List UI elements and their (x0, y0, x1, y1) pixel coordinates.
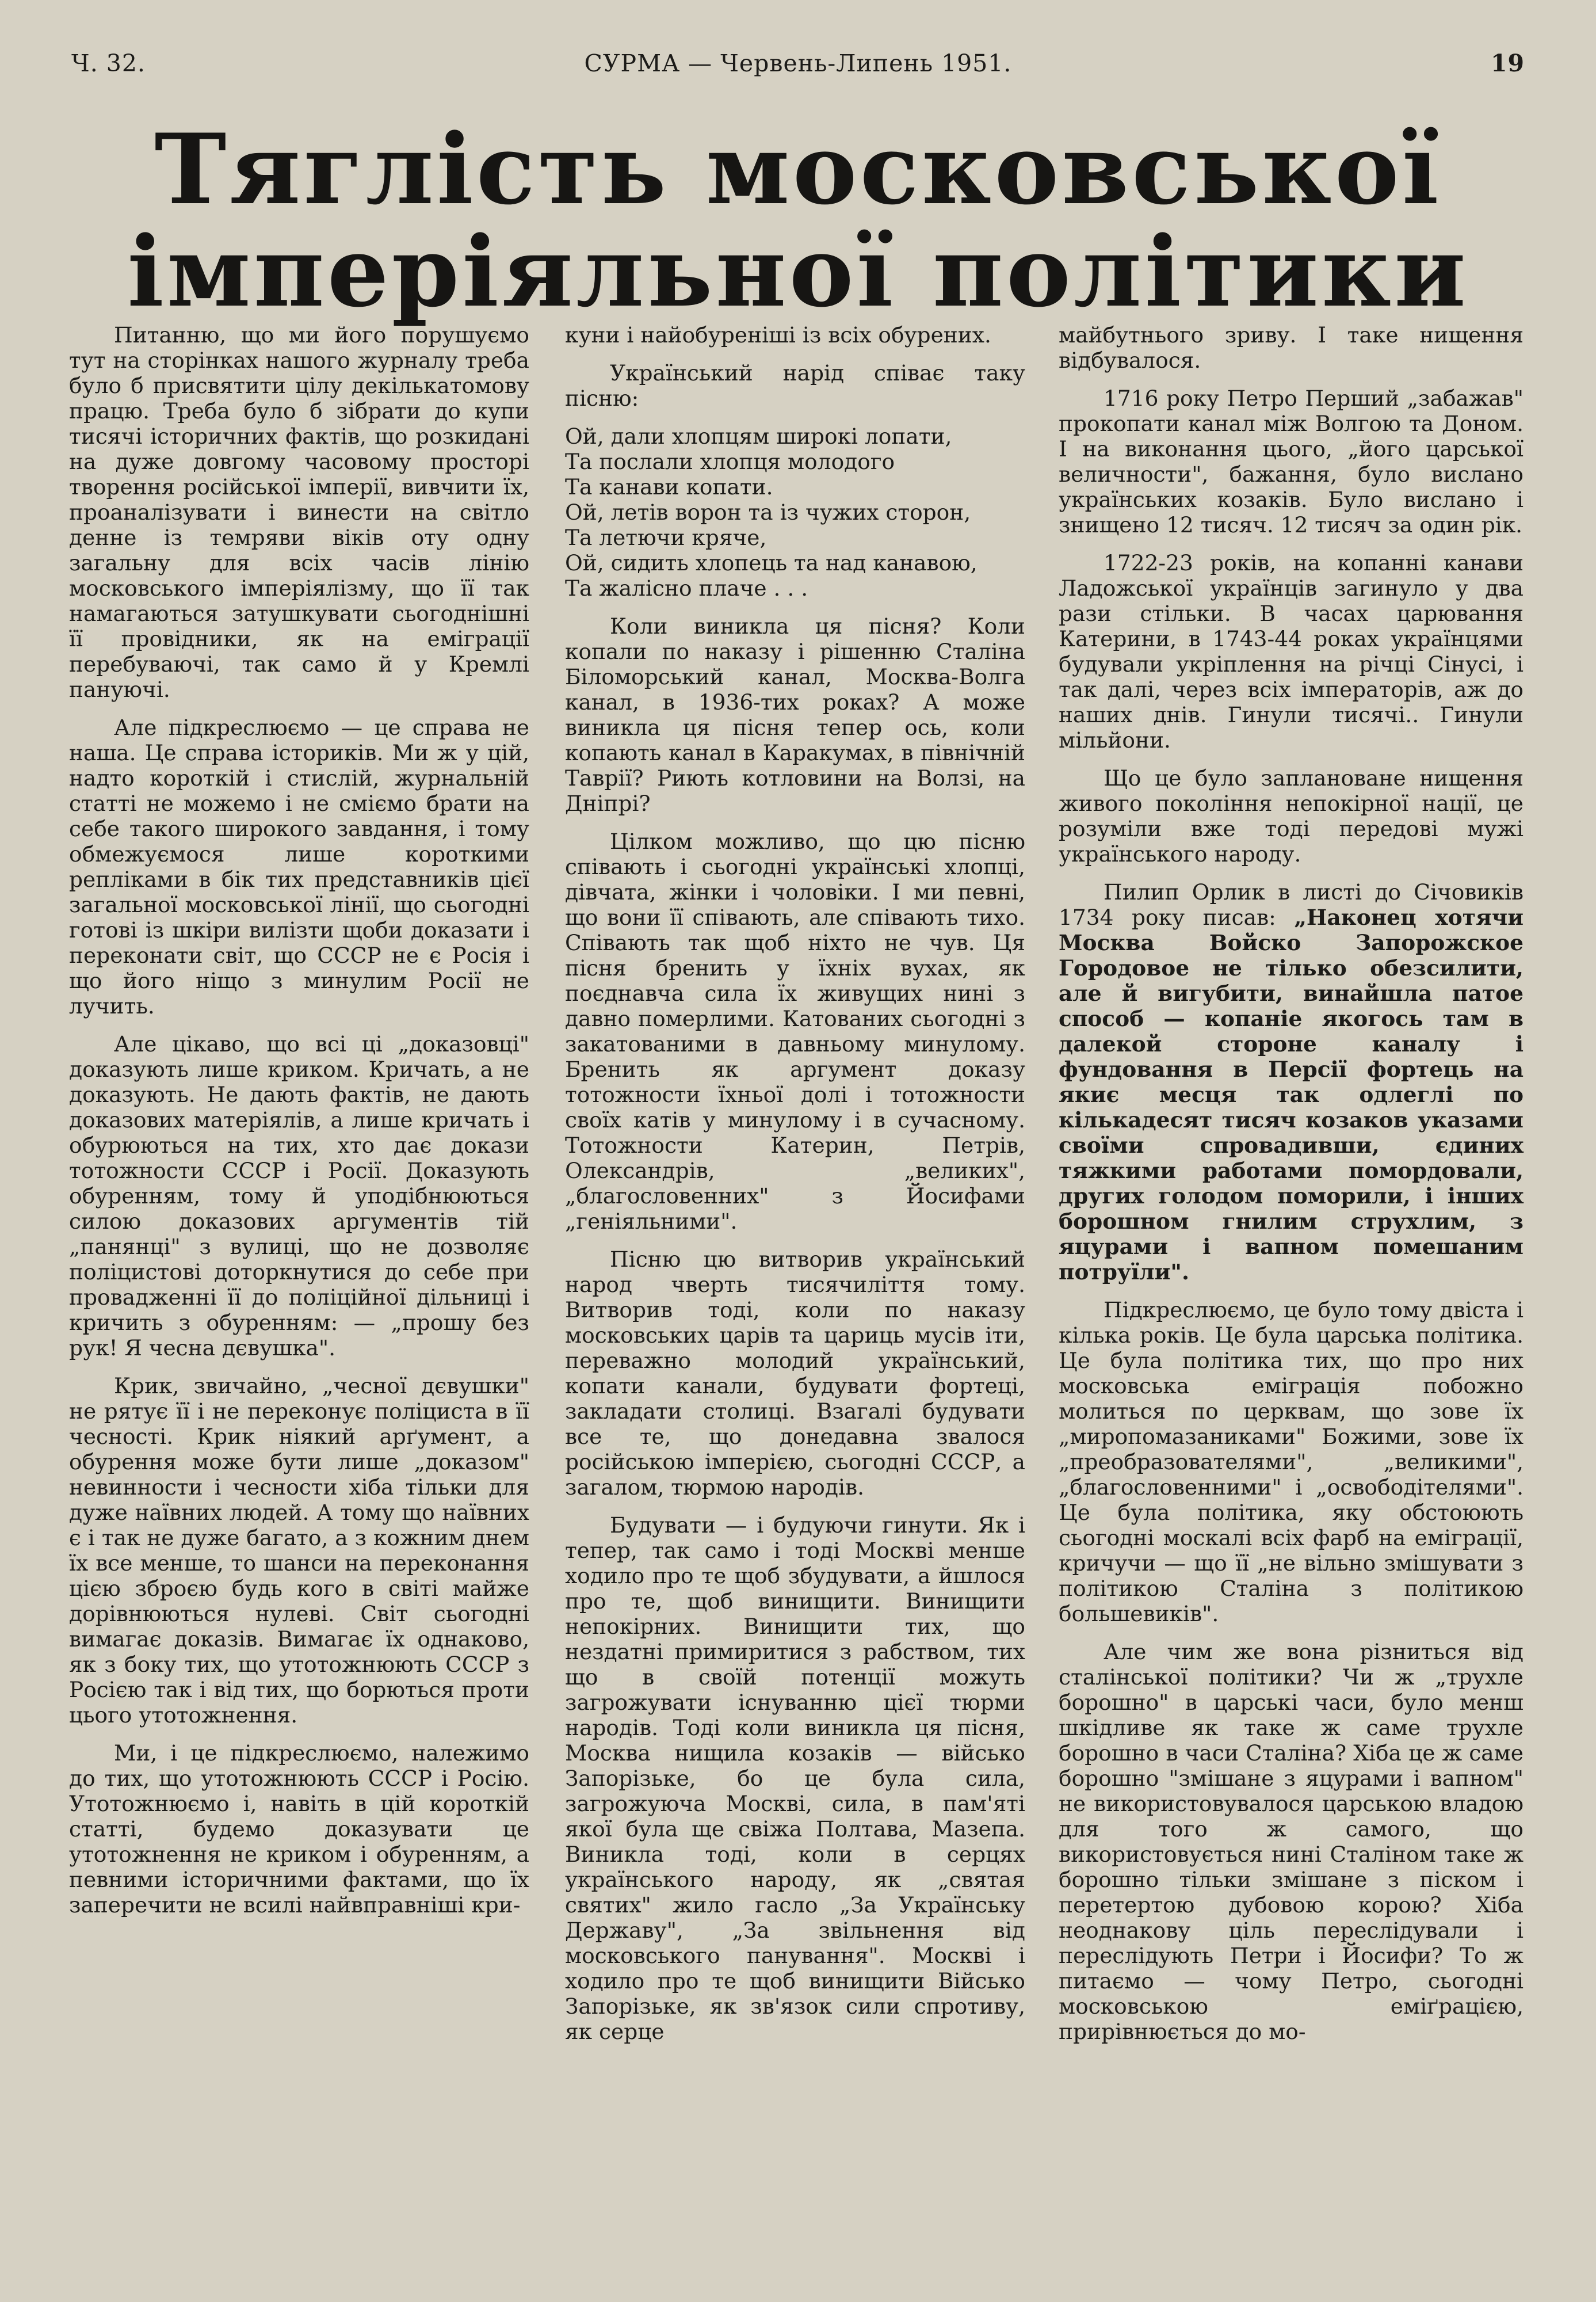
song-line: Та канави копати. (565, 474, 773, 500)
paragraph: 1716 року Петро Перший „забажав" прокопати канал між Волгою та Доном. І на виконання цього, „його царської величности", бажання, було вислано українських козаків. Було вислано і знищено 12 тисяч. 12 тисяч за один рік. (1059, 386, 1524, 538)
orlyk-quote: „Наконец хотячи Москва Войско Запорожское Городовое не тілько обезсилити, але й вигубити, винайшла патое способ — копаніе якогось там в далекой стороне каналу і фундовання в Персії фортець на якиє месця так одлеглі по кількадесят тисяч козаков указами своїми спровадивши, єдиних тяжкими работами помордовали, других голодом поморили, і інших борошном гнилим струхлим, з яцурами і вапном помешаним потруїли". (1059, 905, 1524, 1285)
orlyk-paragraph (1059, 879, 1524, 1285)
paragraph: Український нарід співає таку пісню: (565, 360, 1025, 411)
paragraph: Питанню, що ми його порушуємо тут на сторінках нашого журналу треба було б присвятити цілу декількатомову працю. Треба було б зібрати до купи тисячі історичних фактів, що розкидані на дуже довгому часовому просторі творення російської імперії, вивчити їх, проаналізувати і винести на світло денне із темряви віків оту одну загальну для всіх часів лінію московського імперіялізму, що її так намагаються затушкувати сьогоднішні її провідники, як на еміграції перебуваючі, так само й у Кремлі пануючі. (69, 322, 529, 702)
paragraph: Що це було заплановане нищення живого покоління непокірної нації, це розуміли вже тоді передові мужі українського народу. (1059, 765, 1524, 867)
masthead: СУРМА — Червень-Липень 1951. (584, 49, 1012, 77)
article-title (92, 112, 1504, 329)
song-line: Та послали хлопця молодого (565, 449, 895, 474)
orlyk-intro: Пилип Орлик в листі до Січовиків 1734 року писав: (1059, 879, 1524, 930)
paragraph: Крик, звичайно, „чесної дєвушки" не рятує її і не переконує поліциста в її чесності. Крик ніякий арґумент, а обурення може бути лише „доказом" невинности і чесности хіба тільки для дуже наївних людей. А тому що наївних є і так не дуже багато, а з кожним днем їх все менше, то шанси на переконання цією зброєю будь кого в світі майже дорівнюються нулеві. Світ сьогодні вимагає доказів. Вимагає їх однаково, як з боку тих, що утотожнюють СССР з Росією так і від тих, що борються проти цього утотожнення. (69, 1373, 529, 1728)
paragraph-continued: куни і найобуреніші із всіх обурених. (565, 322, 991, 348)
column-3 (1059, 322, 1524, 2057)
issue-number: Ч. 32. (71, 49, 146, 77)
song-line: Ой, сидить хлопець та над канавою, (565, 550, 978, 576)
paragraph: Пісню цю витворив український народ чверть тисячиліття тому. Витворив тоді, коли по наказу московських царів та цариць мусів іти, переважно молодий український, копати канали, будувати фортеці, закладати столиці. Взагалі будувати все те, що донедавна звалося російською імперією, сьогодні СССР, а загалом, тюрмою народів. (565, 1247, 1025, 1500)
paragraph: Але чим же вона різниться від сталінської політики? Чи ж „трухле борошно" в царські часи, було менш шкідливе як таке ж саме трухле борошно в часи Сталіна? Хіба це ж саме борошно "змішане з яцурами і вапном" не використовувалося царською владою для того ж самого, що використовується нині Сталіном таке ж борошно тільки змішане з піском і перетертою дубовою корою? Хіба неоднакову ціль переслідували і переслідують Петри і Йосифи? То ж питаємо — чому Петро, сьогодні московською еміґрацією, прирівнюється до мо- (1059, 1639, 1524, 2044)
song-line: Та летючи кряче, (565, 525, 767, 550)
running-header (71, 49, 1525, 84)
paragraph-continued: майбутнього зриву. І таке нищення відбувалося. (1059, 322, 1524, 373)
song-verse (565, 424, 1025, 601)
page-number: 19 (1490, 49, 1525, 77)
title-line-1: Тяглість московської (154, 112, 1442, 226)
paragraph: Коли виникла ця пісня? Коли копали по наказу і рішенню Сталіна Біломорський канал, Москва-Волга канал, в 1936-тих роках? А може виникла ця пісня тепер ось, коли копають канал в Каракумах, в північній Таврії? Риють котловини на Волзі, на Дніпрі? (565, 613, 1025, 816)
paragraph: Ми, і це підкреслюємо, належимо до тих, що утотожнюють СССР і Росію. Утотожнюємо і, навіть в цій короткій статті, будемо доказувати це утотожнення не криком і обуренням, а певними історичними фактами, що їх заперечити не всилі найвправніші кри- (69, 1740, 529, 1918)
paragraph: Але цікаво, що всі ці „доказовці" доказують лише криком. Кричать, а не доказують. Не дають фактів, не дають доказових матеріялів, а лише кричать і обурюються на тих, хто дає докази тотожности СССР і Росії. Доказують обуренням, тому й уподібнюються силою доказових аргументів тій „панянці" з вулиці, що не дозволяє поліцистові доторкнутися до себе при провадженні її до поліційної дільниці і кричить з обуренням: — „прошу без рук! Я чесна дєвушка". (69, 1031, 529, 1360)
column-1 (69, 322, 529, 1930)
paragraph: Будувати — і будуючи гинути. Як і тепер, так само і тоді Москві менше ходило про те щоб збудувати, а йшлося про те, щоб винищити. Винищити непокірних. Винищити тих, що нездатні примиритися з рабством, тих що в своїй потенції можуть загрожувати існуванню цієї тюрми народів. Тоді коли виникла ця пісня, Москва нищила козаків — військо Запорізьке, бо це була сила, загрожуюча Москві, сила, в пам'яті якої була ще свіжа Полтава, Мазепа. Виникла тоді, коли в серцях українського народу, як „святая святих" жило гасло „За Українську Державу", „За звільнення від московського панування". Москві і ходило про те щоб винищити Військо Запорізьке, як зв'язок сили спротиву, як серце (565, 1512, 1025, 2044)
song-line: Та жалісно плаче . . . (565, 576, 808, 601)
column-2 (565, 322, 1025, 2057)
title-line-2: імперіяльної політики (127, 215, 1469, 329)
paragraph: 1722-23 років, на копанні канави Ладожської українців загинуло у два рази стільки. В часах царювання Катерини, в 1743-44 роках українцями будували укріплення на річці Сінусі, і так далі, через всіх імператорів, аж до наших днів. Гинули тисячі.. Гинули мільйони. (1059, 550, 1524, 753)
paragraph: Цілком можливо, що цю пісню співають і сьогодні українські хлопці, дівчата, жінки і чоловіки. І ми певні, що вони її співають, але співають тихо. Співають так щоб ніхто не чув. Ця пісня бренить у їхніх вухах, як поєднавча сила їх живущих нині з давно померлими. Катованих сьогодні з закатованими в давньому минулому. Бренить як аргумент доказу тотожности їхньої долі і тотожности своїх катів у минулому і в сучасному. Тотожности Катерин, Петрів, Олександрів, „великих", „благословенних" з Йосифами „геніяльними". (565, 829, 1025, 1234)
song-line: Ой, дали хлопцям широкі лопати, (565, 424, 952, 449)
song-line: Ой, летів ворон та із чужих сторон, (565, 500, 971, 525)
paragraph: Але підкреслюємо — це справа не наша. Це справа істориків. Ми ж у цій, надто короткій і стислій, журнальній статті не можемо і не сміємо брати на себе такого широкого завдання, і тому обмежуємося лише короткими репліками в бік тих представників цієї загальної московської лінії, що сьогодні готові із шкіри вилізти щоби доказати і переконати світ, що СССР не є Росія і що його ніщо з минулим Росії не лучить. (69, 715, 529, 1019)
paragraph: Підкреслюємо, це було тому двіста і кілька років. Це була царська політика. Це була політика тих, що про них московська еміграція побожно молиться по церквам, що зове їх „миропомазаниками" Божими, зове їх „преобразователями", „великими", „благословенними" і „освободітелями". Це була політика, яку обстоюють сьогодні москалі всіх фарб на еміграції, кричучи — що її „не вільно змішувати з політикою Сталіна з політикою большевиків". (1059, 1297, 1524, 1626)
